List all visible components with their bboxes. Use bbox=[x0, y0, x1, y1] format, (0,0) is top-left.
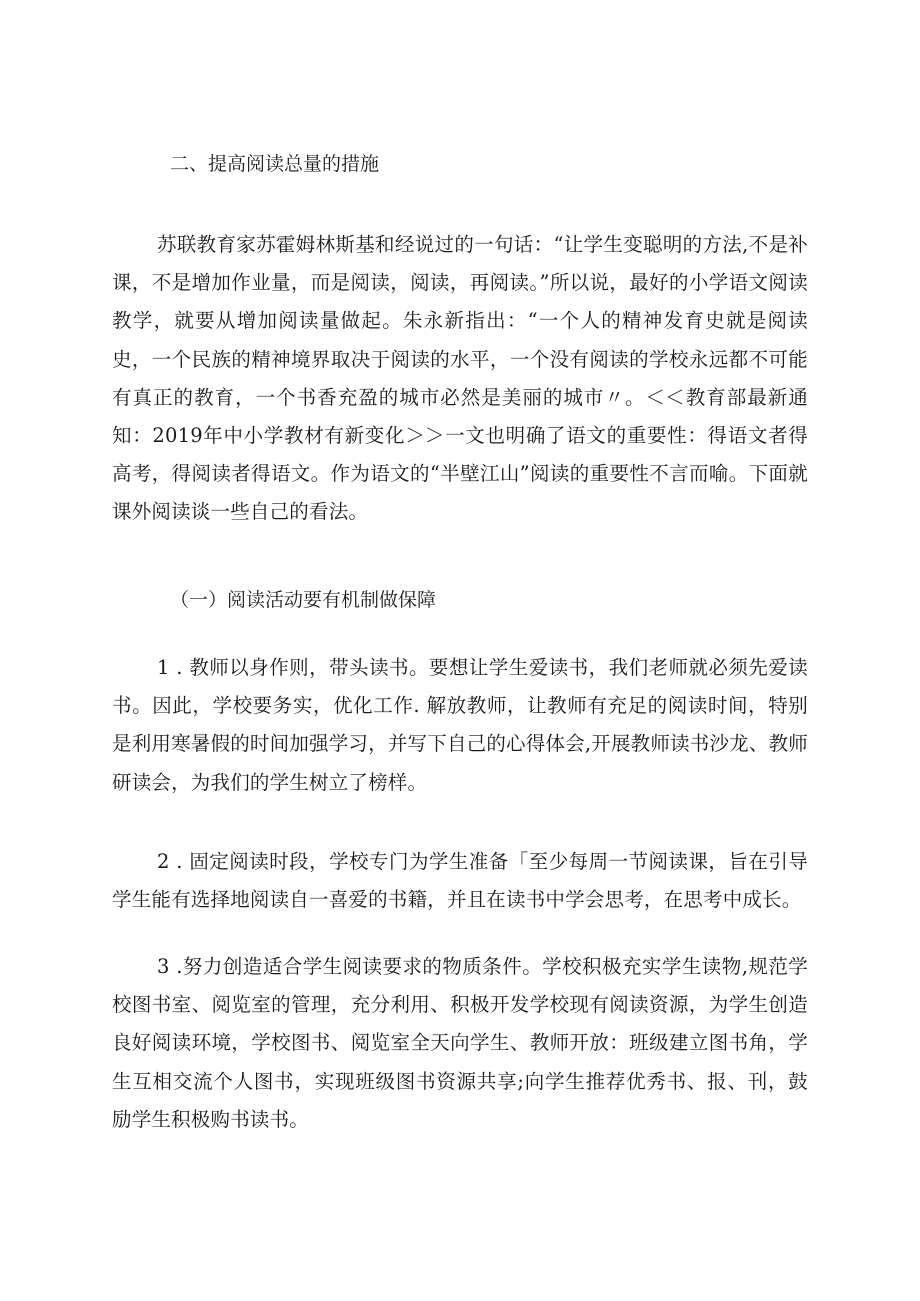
list-item-3: 3 .努力创造适合学生阅读要求的物质条件。学校积极充实学生读物,规范学校图书室、阅览室的管理，充分利用、积极开发学校现有阅读资源，为学生创造良好阅读环境，学校图书、阅览室全天向学生、教师开放：班级建立图书角，学生互相交流个人图书，实现班级图书资源共享;向学生推荐优秀书、报、刊，鼓励学生积极购书读书。 bbox=[112, 955, 808, 1131]
section-heading: 二、提高阅读总量的措施 bbox=[170, 153, 380, 175]
intro-paragraph: 苏联教育家苏霍姆林斯基和经说过的一句话：“让学生变聪明的方法,不是补课，不是增加作业量，而是阅读，阅读，再阅读。”所以说，最好的小学语文阅读教学，就要从增加阅读量做起。朱永新指出：“一个人的精神发育史就是阅读史，一个民族的精神境界取决于阅读的水平，一个没有阅读的学校永远都不可能有真正的教育，一个书香充盈的城市必然是美丽的城市〃。＜＜教育部最新通知：2019年中小学教材有新变化＞＞一文也明确了语文的重要性：得语文者得高考，得阅读者得语文。作为语文的“半壁江山”阅读的重要性不言而喻。下面就课外阅读谈一些自己的看法。 bbox=[112, 233, 808, 524]
list-item-2: 2 . 固定阅读时段，学校专门为学生准备「至少每周一节阅读课，旨在引导学生能有选择地阅读自一喜爱的书籍，并且在读书中学会思考，在思考中成长。 bbox=[112, 850, 808, 912]
list-item-1: 1 . 教师以身作则，带头读书。要想让学生爱读书，我们老师就必须先爱读书。因此，学校要务实，优化工作. 解放教师，让教师有充足的阅读时间，特别是利用寒暑假的时间加强学习，并写下自己的心得体会,开展教师读书沙龙、教师研读会，为我们的学生树立了榜样。 bbox=[112, 656, 808, 794]
subheading: （一）阅读活动要有机制做保障 bbox=[170, 589, 437, 611]
